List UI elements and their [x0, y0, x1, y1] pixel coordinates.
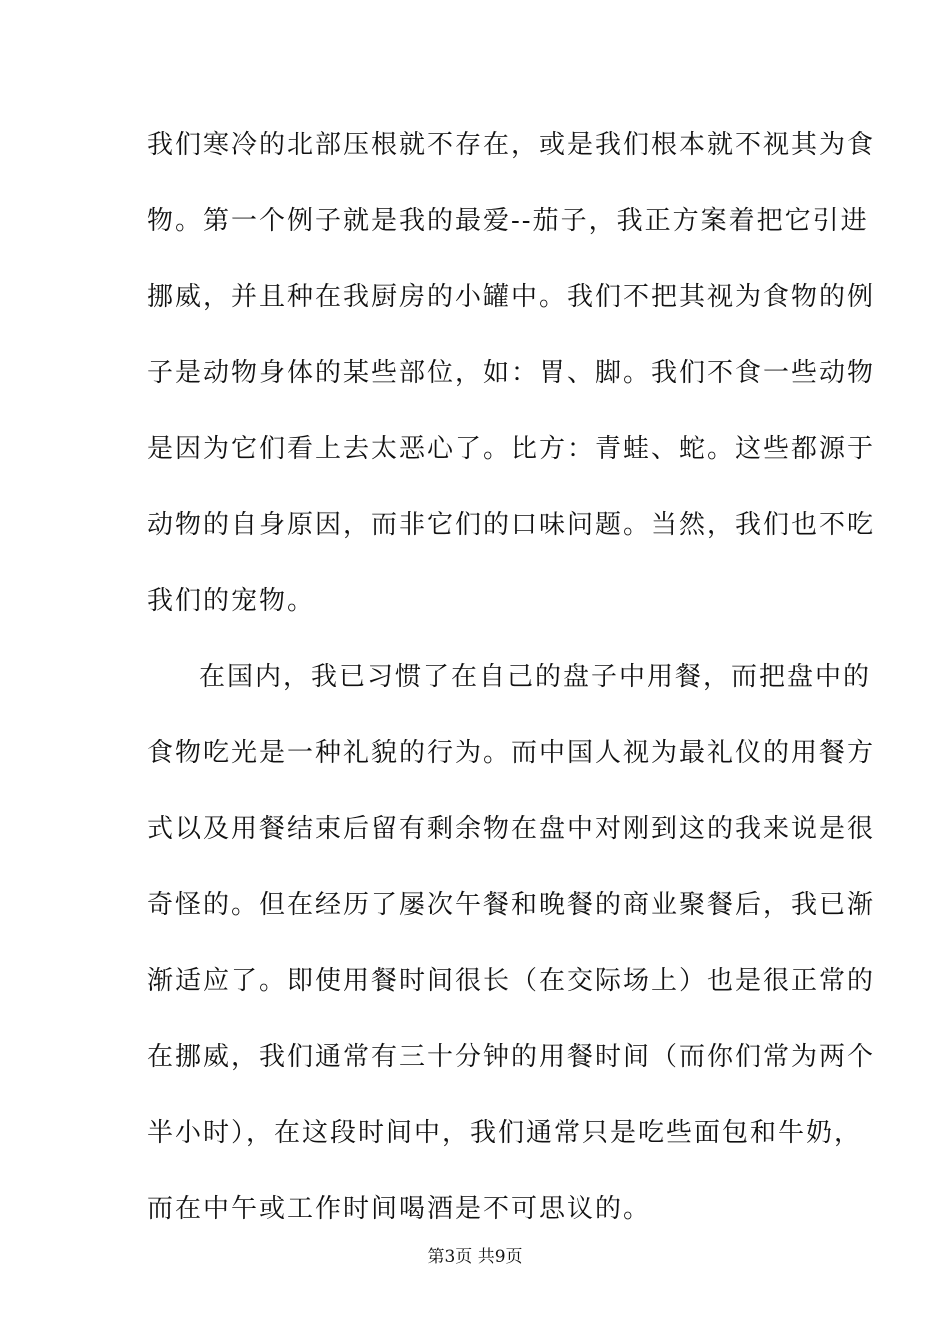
text-line: 食物吃光是一种礼貌的行为。而中国人视为最礼仪的用餐方 — [147, 738, 876, 768]
text-line: 半小时），在这段时间中，我们通常只是吃些面包和牛奶， — [147, 1118, 863, 1148]
text-line: 奇怪的。但在经历了屡次午餐和晚餐的商业聚餐后，我已渐 — [147, 890, 876, 920]
text-line: 在挪威，我们通常有三十分钟的用餐时间（而你们常为两个 — [147, 1042, 876, 1072]
text-line: 是因为它们看上去太恶心了。比方：青蛙、蛇。这些都源于 — [147, 434, 876, 464]
text-line: 渐适应了。即使用餐时间很长（在交际场上）也是很正常的 — [147, 966, 876, 996]
text-line: 挪威，并且种在我厨房的小罐中。我们不把其视为食物的例 — [147, 282, 876, 312]
page-footer: 第3页 共9页 — [427, 1247, 523, 1267]
text-line: 而在中午或工作时间喝酒是不可思议的。 — [147, 1194, 652, 1224]
text-line: 我们寒冷的北部压根就不存在，或是我们根本就不视其为食 — [147, 130, 876, 160]
body-text — [147, 130, 876, 1270]
paragraph-start-line: 在国内，我已习惯了在自己的盘子中用餐，而把盘中的 — [199, 662, 872, 692]
text-line: 物。第一个例子就是我的最爱--茄子，我正方案着把它引进 — [147, 206, 869, 236]
text-line: 子是动物身体的某些部位，如：胃、脚。我们不食一些动物 — [147, 358, 876, 388]
text-line: 式以及用餐结束后留有剩余物在盘中对刚到这的我来说是很 — [147, 814, 876, 844]
text-line: 动物的自身原因，而非它们的口味问题。当然，我们也不吃 — [147, 510, 876, 540]
text-line: 我们的宠物。 — [147, 586, 316, 616]
